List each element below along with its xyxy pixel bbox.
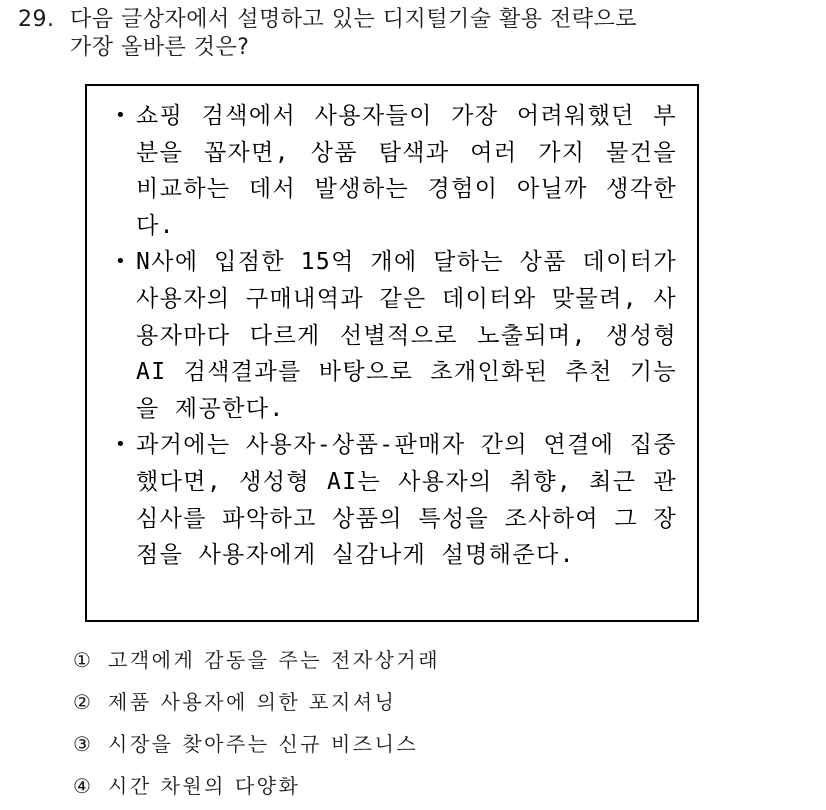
choice-4[interactable] [73,768,440,810]
choice-3[interactable] [73,726,440,768]
choice-marker: ③ [73,732,94,756]
question-text-line-2: 가장 올바른 것은? [70,35,250,60]
bullet-dot-icon: • [115,434,128,456]
answer-choices [73,642,440,810]
choice-marker: ① [73,648,94,672]
question-number: 29. [18,7,55,32]
choice-marker: ④ [73,774,94,798]
bullet-text: 쇼핑 검색에서 사용자들이 가장 어려워했던 부분을 꼽자면, 상품 탐색과 여러 가지 물건을 비교하는 데서 발생하는 경험이 아닐까 생각한다. [136,103,677,239]
passage-box [85,84,699,622]
passage-bullet [87,244,697,427]
bullet-text: N사에 입점한 15억 개에 달하는 상품 데이터가 사용자의 구매내역과 같은 데이터와 맞물려, 사용자마다 다르게 선별적으로 노출되며, 생성형 AI 검색결과를 바탕으로 초개인화된 추천 기능을 제공한다. [136,249,677,422]
question-text-line-1: 다음 글상자에서 설명하고 있는 디지털기술 활용 전략으로 [70,7,638,32]
passage-bullet [87,427,697,573]
passage-bullet [87,98,697,244]
bullet-text: 과거에는 사용자-상품-판매자 간의 연결에 집중 했다면, 생성형 AI는 사용자의 취향, 최근 관심사를 파악하고 상품의 특성을 조사하여 그 장점을 사용자에게 실감나게 설명해준다. [136,432,677,569]
choice-text: 시장을 찾아주는 신규 비즈니스 [108,732,419,756]
choice-2[interactable] [73,684,440,726]
choice-text: 시간 차원의 다양화 [108,774,301,798]
choice-1[interactable] [73,642,440,684]
question-stem [18,6,818,62]
choice-marker: ② [73,690,94,714]
choice-text: 고객에게 감동을 주는 전자상거래 [108,648,441,672]
question-line-1 [18,6,818,34]
bullet-dot-icon: • [115,251,128,273]
bullet-dot-icon: • [115,105,128,126]
choice-text: 제품 사용자에 의한 포지셔닝 [108,690,397,714]
